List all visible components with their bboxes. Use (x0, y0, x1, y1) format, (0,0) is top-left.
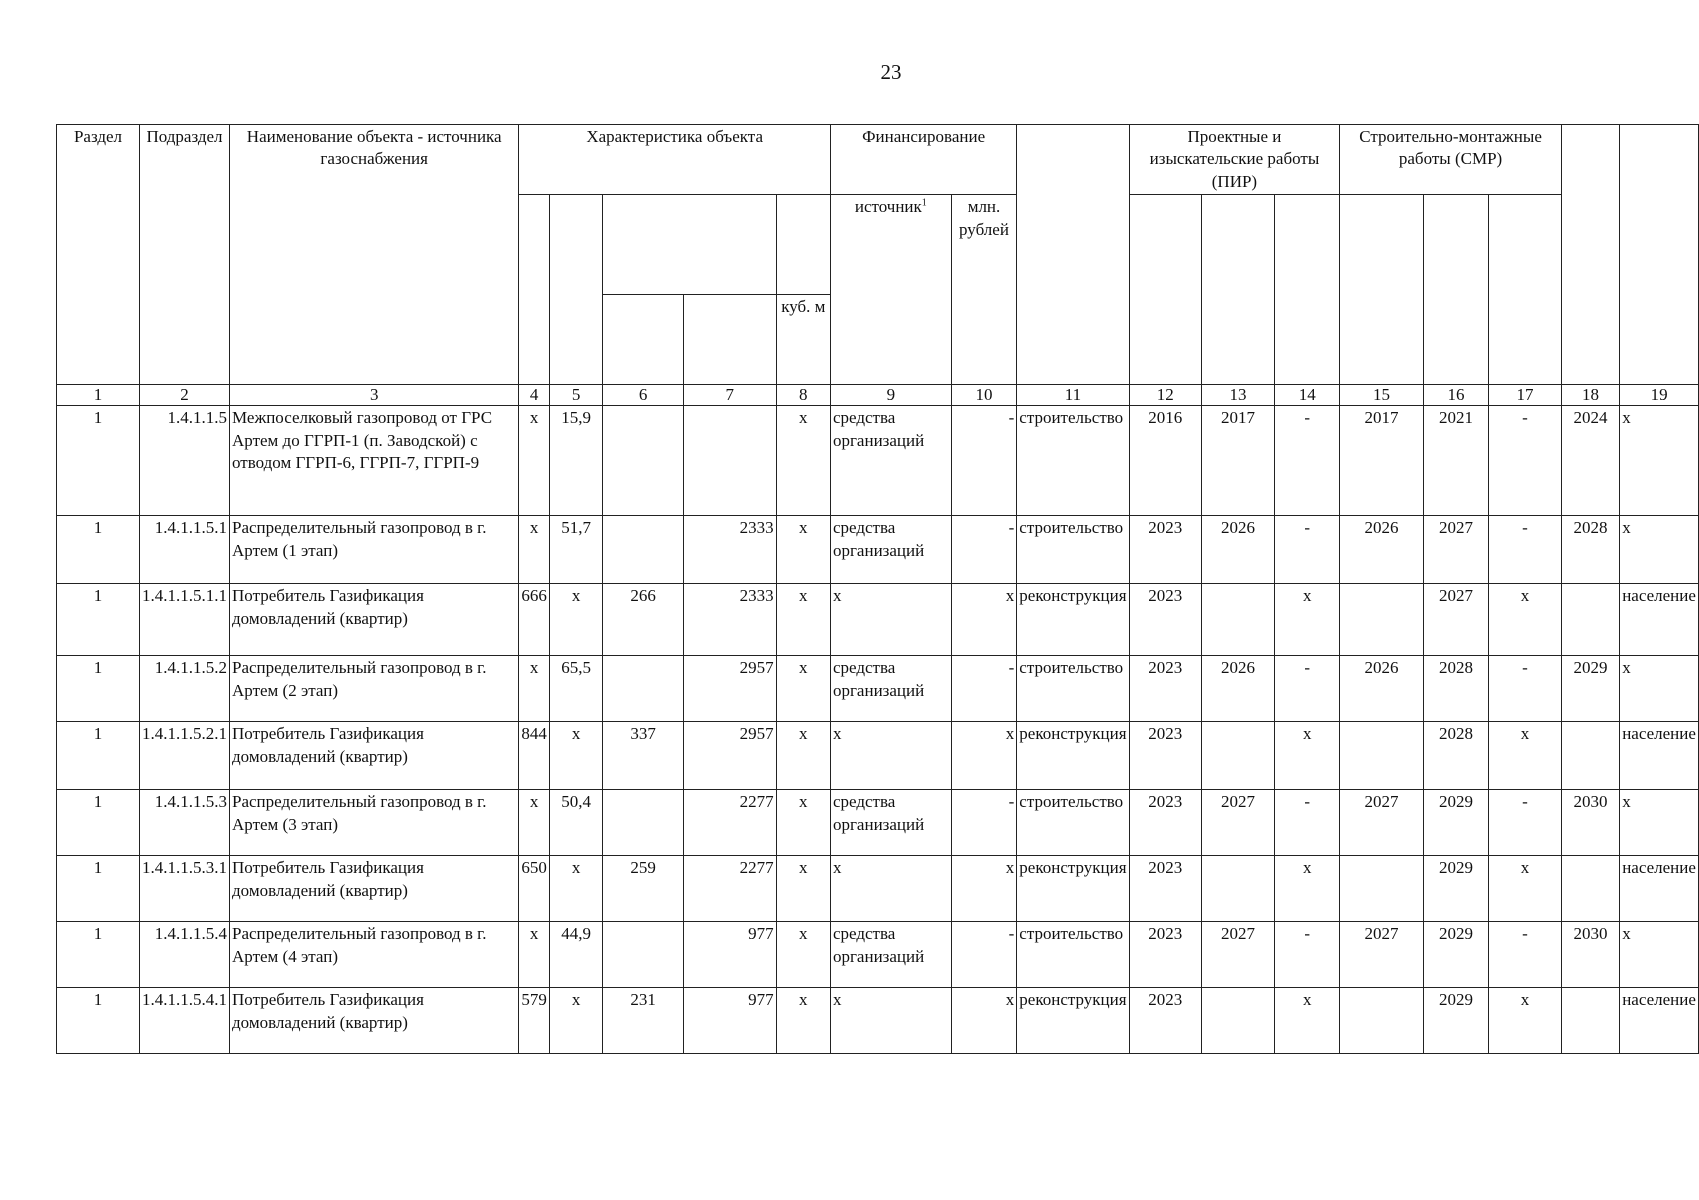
cell-smr_e: 2021 (1423, 406, 1489, 516)
cell-comm: 2030 (1561, 790, 1619, 856)
cell-qty: х (519, 922, 550, 988)
header-commission (1561, 125, 1619, 385)
header-consumer-group (1620, 125, 1699, 385)
cell-src: х (830, 584, 951, 656)
cell-pir_f: - (1275, 516, 1340, 584)
cell-smr_f: - (1489, 516, 1562, 584)
cell-code: 1.4.1.1.5.4.1 (140, 988, 230, 1054)
cell-pir_e: 2017 (1201, 406, 1274, 516)
header-cubic-m: куб. м (776, 295, 830, 385)
cell-len: х (549, 988, 603, 1054)
cell-razdel: 1 (57, 988, 140, 1054)
header-smr-end (1423, 195, 1489, 385)
cell-comm: 2030 (1561, 922, 1619, 988)
cell-pir_f: х (1275, 988, 1340, 1054)
cell-ph (603, 406, 683, 516)
cell-stage: строительство (1017, 516, 1129, 584)
cell-code: 1.4.1.1.5.1 (140, 516, 230, 584)
cell-name: Межпоселковый газопровод от ГРС Артем до ГГРП-1 (п. Заводской) с отводом ГГРП-6, ГГРП-7, ГГРП-9 (230, 406, 519, 516)
cell-src: средства организаций (830, 922, 951, 988)
cell-pir_e: 2026 (1201, 516, 1274, 584)
header-productivity (603, 195, 776, 295)
cell-len: х (549, 584, 603, 656)
cell-ph (603, 656, 683, 722)
header-pir-financing (1275, 195, 1340, 385)
cell-len: 44,9 (549, 922, 603, 988)
header-per-year (683, 295, 776, 385)
cell-py (683, 406, 776, 516)
column-number: 8 (776, 385, 830, 406)
cell-qty: х (519, 406, 550, 516)
cell-grp: х (1620, 406, 1699, 516)
column-number: 19 (1620, 385, 1699, 406)
column-number: 4 (519, 385, 550, 406)
cell-smr_e: 2029 (1423, 856, 1489, 922)
cell-smr_f: х (1489, 722, 1562, 790)
cell-stor: х (776, 988, 830, 1054)
cell-mln: - (951, 516, 1017, 584)
cell-pir_s: 2023 (1129, 516, 1201, 584)
column-number: 13 (1201, 385, 1274, 406)
header-lifecycle (1017, 125, 1129, 385)
cell-qty: 844 (519, 722, 550, 790)
cell-smr_s: 2026 (1340, 656, 1423, 722)
cell-comm: 2028 (1561, 516, 1619, 584)
cell-mln: х (951, 722, 1017, 790)
cell-smr_f: - (1489, 656, 1562, 722)
cell-smr_f: х (1489, 856, 1562, 922)
cell-ph: 231 (603, 988, 683, 1054)
cell-py: 2277 (683, 856, 776, 922)
cell-mln: - (951, 790, 1017, 856)
header-source: источник$^1$ (830, 195, 951, 385)
cell-src: средства организаций (830, 406, 951, 516)
cell-razdel: 1 (57, 406, 140, 516)
cell-code: 1.4.1.1.5 (140, 406, 230, 516)
column-number: 18 (1561, 385, 1619, 406)
column-number: 15 (1340, 385, 1423, 406)
header-pir: Проектные и изыскательские работы (ПИР) (1129, 125, 1340, 195)
table-row (57, 584, 1699, 656)
cell-mln: х (951, 856, 1017, 922)
cell-grp: население (1620, 584, 1699, 656)
cell-pir_s: 2023 (1129, 790, 1201, 856)
cell-grp: х (1620, 656, 1699, 722)
cell-name: Потребитель Газификация домовладений (квартир) (230, 856, 519, 922)
table-row (57, 656, 1699, 722)
cell-razdel: 1 (57, 922, 140, 988)
cell-stor: х (776, 922, 830, 988)
cell-src: средства организаций (830, 516, 951, 584)
cell-mln: - (951, 922, 1017, 988)
header-pir-start (1129, 195, 1201, 385)
column-number: 11 (1017, 385, 1129, 406)
table-row (57, 988, 1699, 1054)
cell-py: 2277 (683, 790, 776, 856)
cell-pir_f: х (1275, 856, 1340, 922)
cell-stor: х (776, 722, 830, 790)
header-smr: Строительно-монтажные работы (СМР) (1340, 125, 1561, 195)
cell-ph: 337 (603, 722, 683, 790)
cell-pir_e (1201, 988, 1274, 1054)
cell-razdel: 1 (57, 516, 140, 584)
cell-pir_e: 2027 (1201, 922, 1274, 988)
column-numbers-row (57, 385, 1699, 406)
cell-smr_s (1340, 584, 1423, 656)
cell-stor: х (776, 856, 830, 922)
cell-smr_e: 2029 (1423, 922, 1489, 988)
cell-code: 1.4.1.1.5.2.1 (140, 722, 230, 790)
cell-pir_s: 2023 (1129, 856, 1201, 922)
cell-py: 2957 (683, 656, 776, 722)
cell-qty: х (519, 656, 550, 722)
cell-len: 15,9 (549, 406, 603, 516)
cell-smr_s: 2026 (1340, 516, 1423, 584)
cell-smr_e: 2028 (1423, 656, 1489, 722)
header-podrazdel: Подраздел (140, 125, 230, 385)
cell-comm (1561, 988, 1619, 1054)
cell-smr_f: - (1489, 406, 1562, 516)
table-row (57, 790, 1699, 856)
column-number: 6 (603, 385, 683, 406)
table-row (57, 516, 1699, 584)
cell-mln: - (951, 406, 1017, 516)
table-row (57, 856, 1699, 922)
cell-len: 65,5 (549, 656, 603, 722)
cell-name: Распределительный газопровод в г. Артем (2 этап) (230, 656, 519, 722)
cell-razdel: 1 (57, 856, 140, 922)
cell-stor: х (776, 790, 830, 856)
cell-py: 2333 (683, 516, 776, 584)
cell-pir_f: - (1275, 790, 1340, 856)
cell-pir_s: 2023 (1129, 584, 1201, 656)
header-razdel: Раздел (57, 125, 140, 385)
cell-smr_e: 2027 (1423, 516, 1489, 584)
cell-smr_f: х (1489, 584, 1562, 656)
cell-pir_s: 2023 (1129, 722, 1201, 790)
column-number: 1 (57, 385, 140, 406)
cell-pir_f: - (1275, 656, 1340, 722)
cell-name: Распределительный газопровод в г. Артем (1 этап) (230, 516, 519, 584)
cell-smr_s (1340, 856, 1423, 922)
cell-ph (603, 790, 683, 856)
cell-grp: население (1620, 856, 1699, 922)
page-number: 23 (880, 60, 902, 84)
cell-smr_e: 2027 (1423, 584, 1489, 656)
header-financing: Финансирование (830, 125, 1016, 195)
cell-code: 1.4.1.1.5.2 (140, 656, 230, 722)
cell-grp: население (1620, 722, 1699, 790)
cell-smr_f: х (1489, 988, 1562, 1054)
cell-ph (603, 922, 683, 988)
cell-qty: х (519, 516, 550, 584)
column-number: 16 (1423, 385, 1489, 406)
cell-pir_e (1201, 722, 1274, 790)
cell-pir_s: 2023 (1129, 656, 1201, 722)
column-number: 2 (140, 385, 230, 406)
cell-name: Распределительный газопровод в г. Артем (3 этап) (230, 790, 519, 856)
column-number: 12 (1129, 385, 1201, 406)
cell-smr_s: 2027 (1340, 790, 1423, 856)
header-mln-rub: млн. рублей (951, 195, 1017, 385)
column-number: 14 (1275, 385, 1340, 406)
cell-len: 51,7 (549, 516, 603, 584)
cell-ph (603, 516, 683, 584)
cell-pir_e: 2026 (1201, 656, 1274, 722)
cell-qty: х (519, 790, 550, 856)
cell-smr_f: - (1489, 922, 1562, 988)
cell-code: 1.4.1.1.5.3 (140, 790, 230, 856)
cell-pir_s: 2023 (1129, 922, 1201, 988)
header-pir-end (1201, 195, 1274, 385)
cell-comm (1561, 722, 1619, 790)
cell-stage: реконструкция (1017, 856, 1129, 922)
cell-smr_s (1340, 722, 1423, 790)
cell-smr_e: 2028 (1423, 722, 1489, 790)
cell-comm (1561, 856, 1619, 922)
cell-len: х (549, 856, 603, 922)
header-characteristics: Характеристика объекта (519, 125, 831, 195)
cell-name: Потребитель Газификация домовладений (квартир) (230, 988, 519, 1054)
cell-qty: 650 (519, 856, 550, 922)
cell-grp: х (1620, 516, 1699, 584)
cell-razdel: 1 (57, 584, 140, 656)
column-number: 9 (830, 385, 951, 406)
cell-py: 977 (683, 988, 776, 1054)
header-quantity (519, 195, 550, 385)
cell-razdel: 1 (57, 722, 140, 790)
table-row (57, 922, 1699, 988)
cell-grp: х (1620, 790, 1699, 856)
cell-smr_e: 2029 (1423, 790, 1489, 856)
column-number: 17 (1489, 385, 1562, 406)
cell-code: 1.4.1.1.5.3.1 (140, 856, 230, 922)
cell-py: 977 (683, 922, 776, 988)
cell-py: 2333 (683, 584, 776, 656)
header-length (549, 195, 603, 385)
cell-comm: 2024 (1561, 406, 1619, 516)
column-number: 10 (951, 385, 1017, 406)
cell-src: средства организаций (830, 656, 951, 722)
cell-razdel: 1 (57, 790, 140, 856)
cell-pir_f: - (1275, 406, 1340, 516)
cell-pir_f: х (1275, 584, 1340, 656)
cell-stage: строительство (1017, 406, 1129, 516)
cell-comm (1561, 584, 1619, 656)
cell-src: х (830, 856, 951, 922)
header-per-hour (603, 295, 683, 385)
cell-code: 1.4.1.1.5.4 (140, 922, 230, 988)
cell-qty: 666 (519, 584, 550, 656)
cell-comm: 2029 (1561, 656, 1619, 722)
cell-smr_s: 2017 (1340, 406, 1423, 516)
header-smr-start (1340, 195, 1423, 385)
cell-stage: строительство (1017, 656, 1129, 722)
cell-pir_e (1201, 856, 1274, 922)
cell-len: 50,4 (549, 790, 603, 856)
cell-name: Распределительный газопровод в г. Артем (4 этап) (230, 922, 519, 988)
cell-razdel: 1 (57, 656, 140, 722)
cell-pir_f: х (1275, 722, 1340, 790)
header-storage (776, 195, 830, 295)
cell-stor: х (776, 656, 830, 722)
cell-stor: х (776, 406, 830, 516)
cell-stor: х (776, 516, 830, 584)
table-row (57, 722, 1699, 790)
cell-smr_s (1340, 988, 1423, 1054)
cell-stage: реконструкция (1017, 988, 1129, 1054)
cell-grp: население (1620, 988, 1699, 1054)
header-name: Наименование объекта - источника газоснабжения (230, 125, 519, 385)
cell-grp: х (1620, 922, 1699, 988)
cell-src: х (830, 722, 951, 790)
cell-qty: 579 (519, 988, 550, 1054)
cell-smr_s: 2027 (1340, 922, 1423, 988)
cell-stage: строительство (1017, 922, 1129, 988)
header-smr-financing (1489, 195, 1562, 385)
cell-pir_s: 2016 (1129, 406, 1201, 516)
cell-stor: х (776, 584, 830, 656)
cell-code: 1.4.1.1.5.1.1 (140, 584, 230, 656)
column-number: 7 (683, 385, 776, 406)
gas-supply-table (56, 124, 1699, 1054)
column-number: 5 (549, 385, 603, 406)
cell-py: 2957 (683, 722, 776, 790)
cell-ph: 259 (603, 856, 683, 922)
cell-mln: - (951, 656, 1017, 722)
cell-pir_e (1201, 584, 1274, 656)
cell-smr_f: - (1489, 790, 1562, 856)
cell-src: средства организаций (830, 790, 951, 856)
cell-mln: х (951, 988, 1017, 1054)
cell-name: Потребитель Газификация домовладений (квартир) (230, 722, 519, 790)
cell-len: х (549, 722, 603, 790)
cell-pir_e: 2027 (1201, 790, 1274, 856)
cell-ph: 266 (603, 584, 683, 656)
cell-smr_e: 2029 (1423, 988, 1489, 1054)
table-row (57, 406, 1699, 516)
column-number: 3 (230, 385, 519, 406)
cell-name: Потребитель Газификация домовладений (квартир) (230, 584, 519, 656)
cell-mln: х (951, 584, 1017, 656)
cell-stage: реконструкция (1017, 584, 1129, 656)
cell-stage: строительство (1017, 790, 1129, 856)
cell-stage: реконструкция (1017, 722, 1129, 790)
cell-pir_f: - (1275, 922, 1340, 988)
cell-pir_s: 2023 (1129, 988, 1201, 1054)
cell-src: х (830, 988, 951, 1054)
